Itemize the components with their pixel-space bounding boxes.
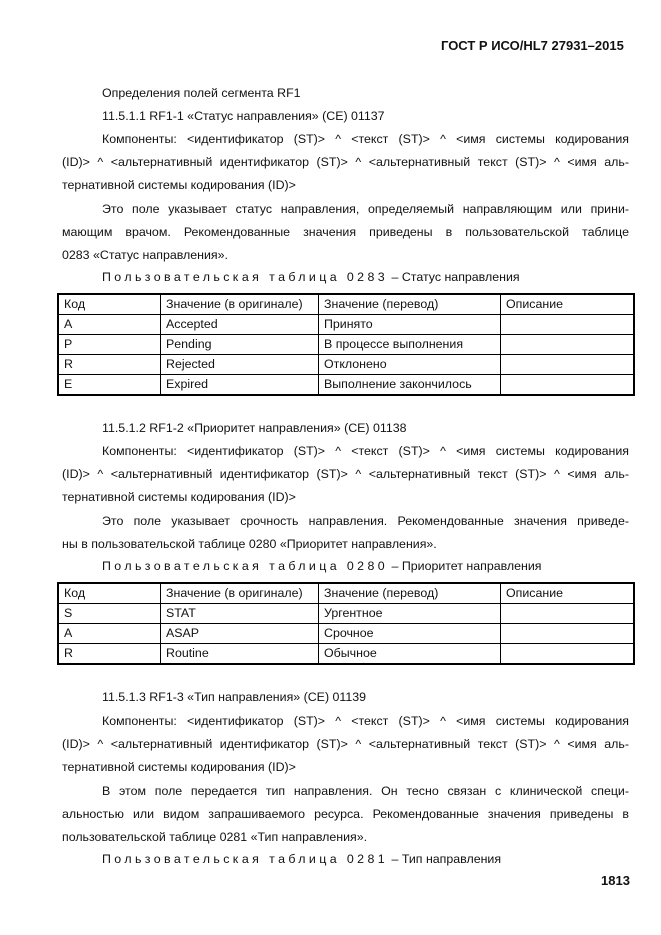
table-cell: Accepted — [161, 315, 319, 335]
table-row — [58, 315, 634, 335]
components-line: Компоненты: <идентификатор (ST)> ^ <текст (ST)> ^ <имя системы кодирования — [102, 714, 629, 728]
components-line: тернативной системы кодирования (ID)> — [62, 760, 296, 774]
description-line: 0283 «Статус направления». — [62, 248, 228, 262]
user-table-0283 — [57, 293, 635, 396]
document-header: ГОСТ Р ИСО/HL7 27931–2015 — [441, 38, 624, 53]
section-heading: 11.5.1.3 RF1-3 «Тип направления» (CE) 01139 — [102, 690, 367, 704]
description-line: ны в пользовательской таблице 0280 «Приоритет направления». — [62, 537, 437, 551]
column-header: Описание — [501, 294, 635, 315]
user-table-0280 — [57, 582, 635, 665]
table-cell: Pending — [161, 335, 319, 355]
column-header: Значение (в оригинале) — [161, 583, 319, 604]
table-caption — [102, 559, 542, 573]
description-line: Это поле указывает статус направления, определяемый направляющим или прини- — [102, 202, 629, 216]
table-row — [58, 624, 634, 644]
table-cell — [501, 375, 635, 396]
table-cell: P — [58, 335, 161, 355]
table-cell: Выполнение закончилось — [319, 375, 501, 396]
column-header: Значение (перевод) — [319, 294, 501, 315]
table-row — [58, 335, 634, 355]
components-line: Компоненты: <идентификатор (ST)> ^ <текст (ST)> ^ <имя системы кодирования — [102, 132, 629, 146]
table-row — [58, 644, 634, 665]
section-heading: 11.5.1.2 RF1-2 «Приоритет направления» (CE) 01138 — [102, 421, 407, 435]
table-cell: Срочное — [319, 624, 501, 644]
components-line: (ID)> ^ <альтернативный идентификатор (ST)> ^ <альтернативный текст (ST)> ^ <имя аль- — [62, 467, 629, 481]
section-heading: 11.5.1.1 RF1-1 «Статус направления» (CE) 01137 — [102, 109, 385, 123]
table-caption-label: Пользовательская таблица 0283 — [102, 270, 389, 284]
table-cell: R — [58, 355, 161, 375]
table-cell: A — [58, 315, 161, 335]
table-cell — [501, 624, 635, 644]
column-header: Описание — [501, 583, 635, 604]
table-caption-label: Пользовательская таблица 0280 — [102, 559, 389, 573]
table-row — [58, 355, 634, 375]
table-header-row — [58, 583, 634, 604]
components-line: тернативной системы кодирования (ID)> — [62, 490, 296, 504]
table-caption-title: – Статус направления — [391, 270, 520, 284]
table-cell — [501, 604, 635, 624]
table-cell: R — [58, 644, 161, 665]
table-cell: Отклонено — [319, 355, 501, 375]
table-caption-label: Пользовательская таблица 0281 — [102, 852, 389, 866]
table-cell: STAT — [161, 604, 319, 624]
table-caption — [102, 852, 501, 866]
components-line: Компоненты: <идентификатор (ST)> ^ <текст (ST)> ^ <имя системы кодирования — [102, 444, 629, 458]
table-header-row — [58, 294, 634, 315]
components-line: тернативной системы кодирования (ID)> — [62, 178, 296, 192]
column-header: Значение (перевод) — [319, 583, 501, 604]
description-line: В этом поле передается тип направления. Он тесно связан с клинической специ- — [102, 784, 629, 798]
table-cell: Rejected — [161, 355, 319, 375]
intro-heading: Определения полей сегмента RF1 — [102, 86, 301, 100]
description-line: мающим врачом. Рекомендованные значения приведены в пользовательской таблице — [62, 225, 629, 239]
table-row — [58, 375, 634, 396]
table-cell: Ургентное — [319, 604, 501, 624]
table-cell: Обычное — [319, 644, 501, 665]
table-caption-title: – Тип направления — [391, 852, 502, 866]
column-header: Код — [58, 294, 161, 315]
components-line: (ID)> ^ <альтернативный идентификатор (ST)> ^ <альтернативный текст (ST)> ^ <имя аль- — [62, 155, 629, 169]
table-cell: S — [58, 604, 161, 624]
table-cell — [501, 315, 635, 335]
table-cell: Принято — [319, 315, 501, 335]
table-cell — [501, 335, 635, 355]
table-cell: ASAP — [161, 624, 319, 644]
table-cell — [501, 355, 635, 375]
table-cell: Expired — [161, 375, 319, 396]
table-cell: Routine — [161, 644, 319, 665]
description-line: Это поле указывает срочность направления. Рекомендованные значения приведе- — [102, 514, 629, 528]
page-number: 1813 — [601, 873, 630, 888]
table-cell — [501, 644, 635, 665]
table-caption — [102, 270, 520, 284]
column-header: Значение (в оригинале) — [161, 294, 319, 315]
table-cell: В процессе выполнения — [319, 335, 501, 355]
table-cell: A — [58, 624, 161, 644]
column-header: Код — [58, 583, 161, 604]
components-line: (ID)> ^ <альтернативный идентификатор (ST)> ^ <альтернативный текст (ST)> ^ <имя аль- — [62, 737, 629, 751]
table-cell: E — [58, 375, 161, 396]
description-line: пользовательской таблице 0281 «Тип направления». — [62, 830, 368, 844]
table-caption-title: – Приоритет направления — [391, 559, 542, 573]
table-row — [58, 604, 634, 624]
description-line: альностью или видом запрашиваемого ресурса. Рекомендованные значения приведены в — [62, 807, 629, 821]
